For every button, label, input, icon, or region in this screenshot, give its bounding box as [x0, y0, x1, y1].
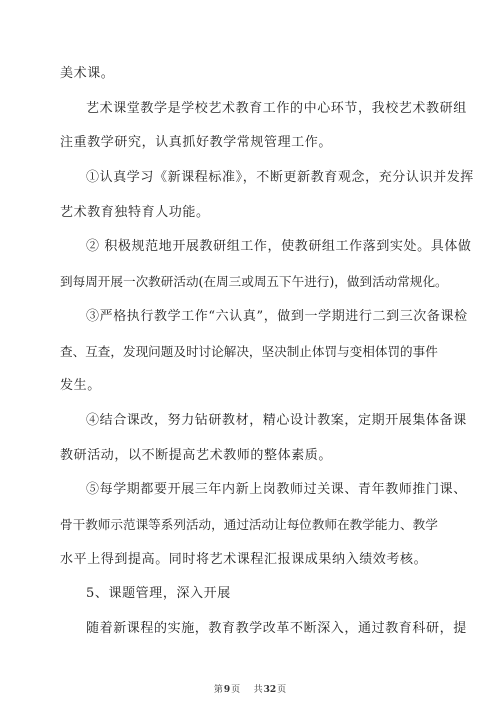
paragraph-line: 水平上得到提高。同时将艺术课程汇报课成果纳入绩效考核。	[60, 551, 428, 567]
paragraph-line: ①认真学习《新课程标准》，不断更新教育观念，充分认识并发挥	[86, 170, 474, 186]
paragraph-line: ② 积极规范地开展教研组工作，使教研组工作落到实处。具体做	[86, 239, 472, 255]
paragraph-line: 注重教学研究，认真抓好教学常规管理工作。	[60, 135, 333, 151]
paragraph-line: 艺术教育独特育人功能。	[60, 204, 210, 220]
paragraph-line: 教研活动，以不断提高艺术教师的整体素质。	[60, 447, 333, 463]
document-body	[60, 62, 474, 652]
total-pages-number: 32	[263, 685, 277, 695]
footer-total-prefix: 共	[253, 685, 263, 695]
footer-page-word: 页	[231, 685, 241, 695]
paragraph-line: 美术课。	[60, 66, 115, 81]
paragraph-line: ④结合课改，努力钻研教材，精心设计教案，定期开展集体备课	[86, 412, 467, 428]
footer-prefix: 第	[213, 685, 223, 695]
paragraph-line: 查、互查，发现问题及时讨论解决，坚决制止体罚与变相体罚的事件	[60, 343, 438, 359]
section-heading: 5、课题管理，深入开展	[86, 586, 231, 602]
paragraph-line: 艺术课堂教学是学校艺术教育工作的中心环节，我校艺术教研组	[86, 100, 467, 116]
paragraph-line: 随着新课程的实施，教育教学改革不断深入，通过教育科研，提	[86, 621, 467, 636]
paragraph-line: 骨干教师示范课等系列活动，通过活动让每位教师在教学能力、教学	[60, 516, 438, 532]
paragraph-line: 发生。	[60, 378, 101, 394]
paragraph-line: ⑤每学期都要开展三年内新上岗教师过关课、青年教师推门课、	[86, 482, 467, 498]
paragraph-line: ③严格执行教学工作“六认真”，做到一学期进行二到三次备课检	[86, 308, 468, 324]
current-page-number: 9	[223, 685, 231, 695]
paragraph-line: 到每周开展一次教研活动(在周三或周五下午进行)，做到活动常规化。	[60, 274, 448, 290]
page-footer	[0, 682, 500, 695]
footer-total-suffix: 页	[277, 685, 287, 695]
